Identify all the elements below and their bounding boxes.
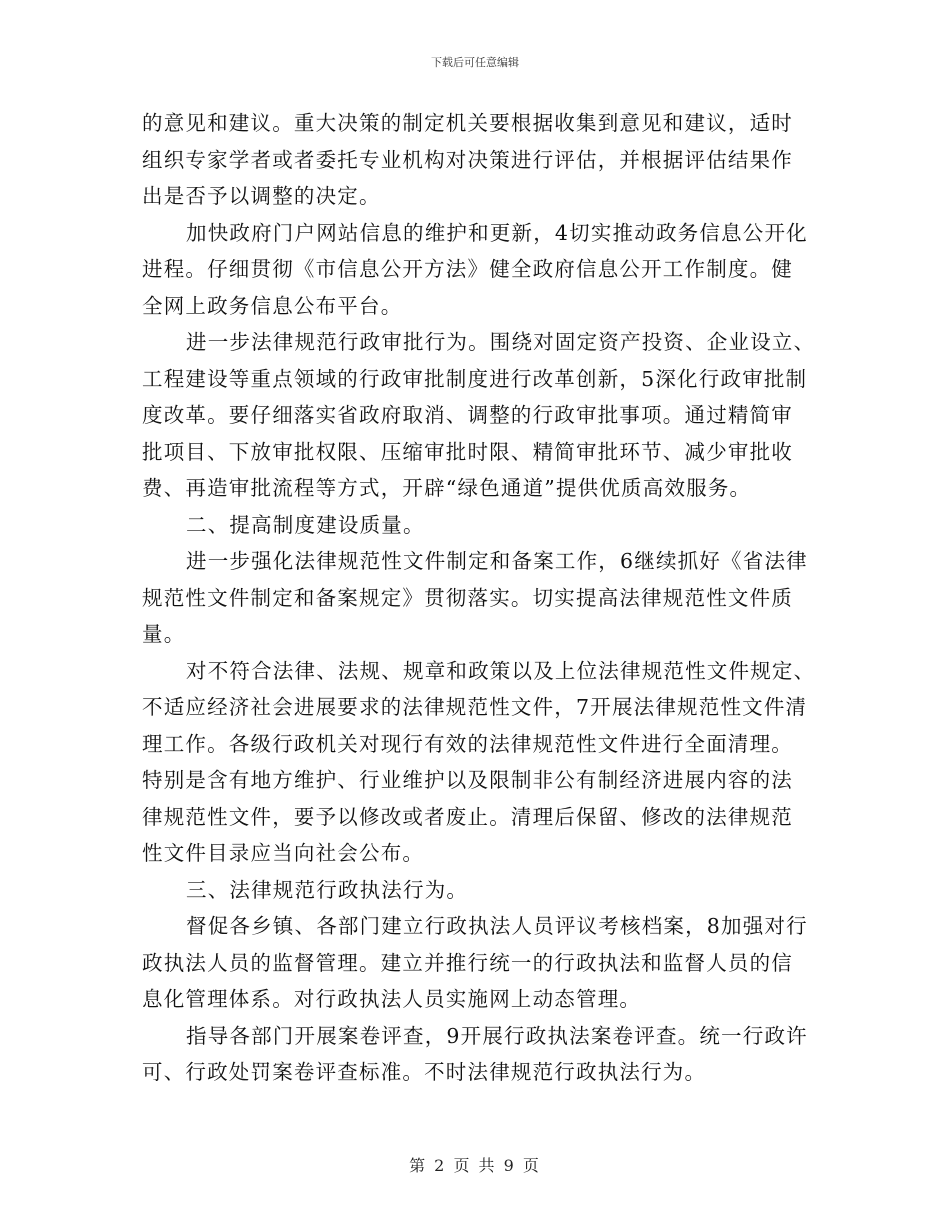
body-line: 费、再造审批流程等方式，开辟“绿色通道”提供优质高效服务。 xyxy=(142,476,752,500)
body-line: 对不符合法律、法规、规章和政策以及上位法律规范性文件规定、 xyxy=(186,658,816,683)
body-line: 进一步法律规范行政审批行为。围绕对固定资产投资、企业设立、 xyxy=(186,330,816,354)
body-line: 理工作。各级行政机关对现行有效的法律规范性文件进行全面清理。 xyxy=(142,731,793,756)
body-line: 的意见和建议。重大决策的制定机关要根据收集到意见和建议，适时 xyxy=(142,111,793,135)
body-line: 二、提高制度建设质量。 xyxy=(186,512,425,537)
body-line: 量。 xyxy=(142,622,186,646)
body-line: 度改革。要仔细落实省政府取消、调整的行政审批事项。通过精简审 xyxy=(142,403,793,427)
body-line: 性文件目录应当向社会公布。 xyxy=(142,841,425,865)
body-line: 加快政府门户网站信息的维护和更新，4切实推动政务信息公开化 xyxy=(186,220,808,245)
body-line: 三、法律规范行政执法行为。 xyxy=(186,877,469,902)
document-body xyxy=(142,105,816,1091)
body-line: 全网上政务信息公布平台。 xyxy=(142,293,403,318)
body-line: 出是否予以调整的决定。 xyxy=(142,184,381,208)
page-footer: 第 2 页 共 9 页 xyxy=(409,1156,541,1175)
body-line: 进程。仔细贯彻《市信息公开方法》健全政府信息公开工作制度。健 xyxy=(142,257,793,281)
body-line: 可、行政处罚案卷评查标准。不时法律规范行政执法行为。 xyxy=(142,1060,707,1084)
body-line: 不适应经济社会进展要求的法律规范性文件，7开展法律规范性文件清 xyxy=(142,695,808,719)
body-line: 指导各部门开展案卷评查，9开展行政执法案卷评查。统一行政许 xyxy=(186,1023,808,1048)
page-header: 下载后可任意编辑 xyxy=(431,56,519,69)
body-line: 督促各乡镇、各部门建立行政执法人员评议考核档案，8加强对行 xyxy=(186,914,808,938)
body-line: 律规范性文件，要予以修改或者废止。清理后保留、修改的法律规范 xyxy=(142,804,793,829)
body-line: 组织专家学者或者委托专业机构对决策进行评估，并根据评估结果作 xyxy=(142,147,793,172)
body-line: 工程建设等重点领域的行政审批制度进行改革创新，5深化行政审批制 xyxy=(142,366,808,391)
body-line: 进一步强化法律规范性文件制定和备案工作，6继续抓好《省法律 xyxy=(186,549,808,573)
body-line: 政执法人员的监督管理。建立并推行统一的行政执法和监督人员的信 xyxy=(142,950,793,975)
body-line: 规范性文件制定和备案规定》贯彻落实。切实提高法律规范性文件质 xyxy=(142,585,793,610)
body-line: 特别是含有地方维护、行业维护以及限制非公有制经济进展内容的法 xyxy=(142,768,793,792)
body-line: 息化管理体系。对行政执法人员实施网上动态管理。 xyxy=(142,987,642,1011)
body-line: 批项目、下放审批权限、压缩审批时限、精简审批环节、减少审批收 xyxy=(142,439,793,464)
